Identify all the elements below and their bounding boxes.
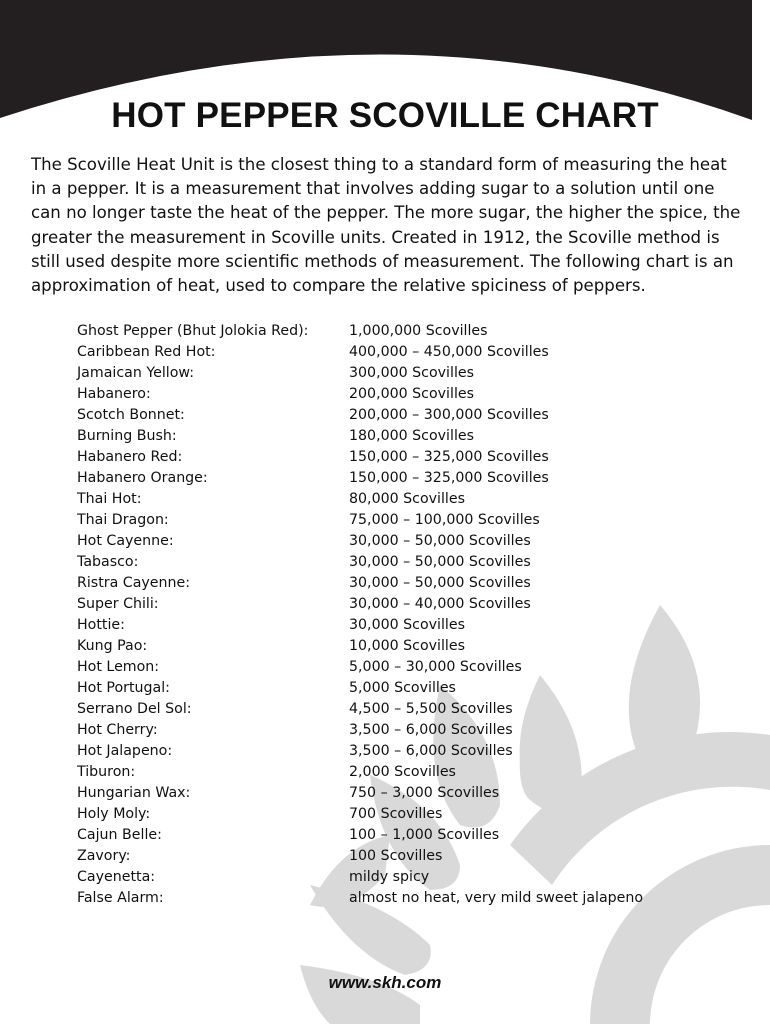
list-item [77,594,697,615]
pepper-name: Thai Dragon: [77,512,169,528]
pepper-heat: 700 Scovilles [349,806,443,822]
pepper-heat: 300,000 Scovilles [349,365,475,381]
pepper-name: Zavory: [77,848,131,864]
list-item [77,489,697,510]
pepper-heat: 200,000 Scovilles [349,386,475,402]
list-item [77,342,697,363]
pepper-name: Cajun Belle: [77,827,162,843]
pepper-heat: almost no heat, very mild sweet jalapeno [349,890,644,906]
pepper-heat: 5,000 Scovilles [349,680,456,696]
pepper-heat: 3,500 – 6,000 Scovilles [349,722,513,738]
pepper-heat: 400,000 – 450,000 Scovilles [349,344,549,360]
list-item [77,636,697,657]
pepper-name: Cayenetta: [77,869,156,885]
pepper-heat: 750 – 3,000 Scovilles [349,785,500,801]
pepper-list [77,321,697,909]
pepper-name: False Alarm: [77,890,164,906]
pepper-heat: 1,000,000 Scovilles [349,323,488,339]
pepper-heat: 200,000 – 300,000 Scovilles [349,407,549,423]
pepper-heat: 30,000 – 50,000 Scovilles [349,533,531,549]
list-item [77,573,697,594]
pepper-name: Hot Cayenne: [77,533,174,549]
pepper-heat: 2,000 Scovilles [349,764,456,780]
pepper-name: Thai Hot: [77,491,142,507]
pepper-heat: 30,000 – 50,000 Scovilles [349,554,531,570]
list-item [77,678,697,699]
list-item [77,447,697,468]
pepper-heat: 150,000 – 325,000 Scovilles [349,449,549,465]
list-item [77,384,697,405]
list-item [77,552,697,573]
list-item [77,615,697,636]
pepper-heat: 10,000 Scovilles [349,638,465,654]
list-item [77,657,697,678]
pepper-name: Serrano Del Sol: [77,701,192,717]
pepper-name: Hungarian Wax: [77,785,191,801]
list-item [77,426,697,447]
list-item [77,699,697,720]
pepper-heat: 100 Scovilles [349,848,443,864]
list-item [77,825,697,846]
pepper-name: Ghost Pepper (Bhut Jolokia Red): [77,323,309,339]
pepper-name: Scotch Bonnet: [77,407,185,423]
pepper-heat: 30,000 Scovilles [349,617,465,633]
pepper-heat: 75,000 – 100,000 Scovilles [349,512,540,528]
pepper-name: Hot Portugal: [77,680,170,696]
pepper-heat: 4,500 – 5,500 Scovilles [349,701,513,717]
list-item [77,405,697,426]
footer-website-link[interactable]: www.skh.com [328,973,442,992]
pepper-name: Tabasco: [77,554,139,570]
pepper-name: Ristra Cayenne: [77,575,191,591]
pepper-name: Super Chili: [77,596,159,612]
pepper-heat: 3,500 – 6,000 Scovilles [349,743,513,759]
page-title: HOT PEPPER SCOVILLE CHART [111,96,659,135]
pepper-name: Kung Pao: [77,638,148,654]
list-item [77,846,697,867]
list-item [77,510,697,531]
list-item [77,888,697,909]
list-item [77,720,697,741]
list-item [77,783,697,804]
list-item [77,762,697,783]
pepper-heat: 150,000 – 325,000 Scovilles [349,470,549,486]
list-item [77,804,697,825]
pepper-heat: 30,000 – 50,000 Scovilles [349,575,531,591]
list-item [77,531,697,552]
pepper-name: Jamaican Yellow: [77,365,195,381]
pepper-name: Holy Moly: [77,806,151,822]
pepper-heat: 80,000 Scovilles [349,491,465,507]
pepper-name: Burning Bush: [77,428,177,444]
pepper-name: Habanero: [77,386,151,402]
pepper-heat: mildy spicy [349,869,430,885]
pepper-name: Tiburon: [77,764,136,780]
pepper-name: Caribbean Red Hot: [77,344,216,360]
pepper-name: Hot Lemon: [77,659,160,675]
pepper-name: Habanero Orange: [77,470,208,486]
pepper-heat: 5,000 – 30,000 Scovilles [349,659,522,675]
pepper-heat: 30,000 – 40,000 Scovilles [349,596,531,612]
pepper-name: Habanero Red: [77,449,183,465]
list-item [77,468,697,489]
pepper-name: Hot Jalapeno: [77,743,173,759]
list-item [77,741,697,762]
intro-paragraph: The Scoville Heat Unit is the closest thing to a standard form of measuring the heat in a pepper. It is a measurement that involves adding sugar to a solution until one can no longer taste the heat of the pepper. The more sugar, the higher the spice, the greater the measurement in Scoville units. Created in 1912, the Scoville method is still used despite more scientific methods of measurement. The following chart is an approximation of heat, used to compare the relative spiciness of peppers. [31,155,741,296]
pepper-heat: 180,000 Scovilles [349,428,475,444]
pepper-name: Hot Cherry: [77,722,158,738]
list-item [77,321,697,342]
pepper-name: Hottie: [77,617,125,633]
list-item [77,363,697,384]
list-item [77,867,697,888]
pepper-heat: 100 – 1,000 Scovilles [349,827,500,843]
